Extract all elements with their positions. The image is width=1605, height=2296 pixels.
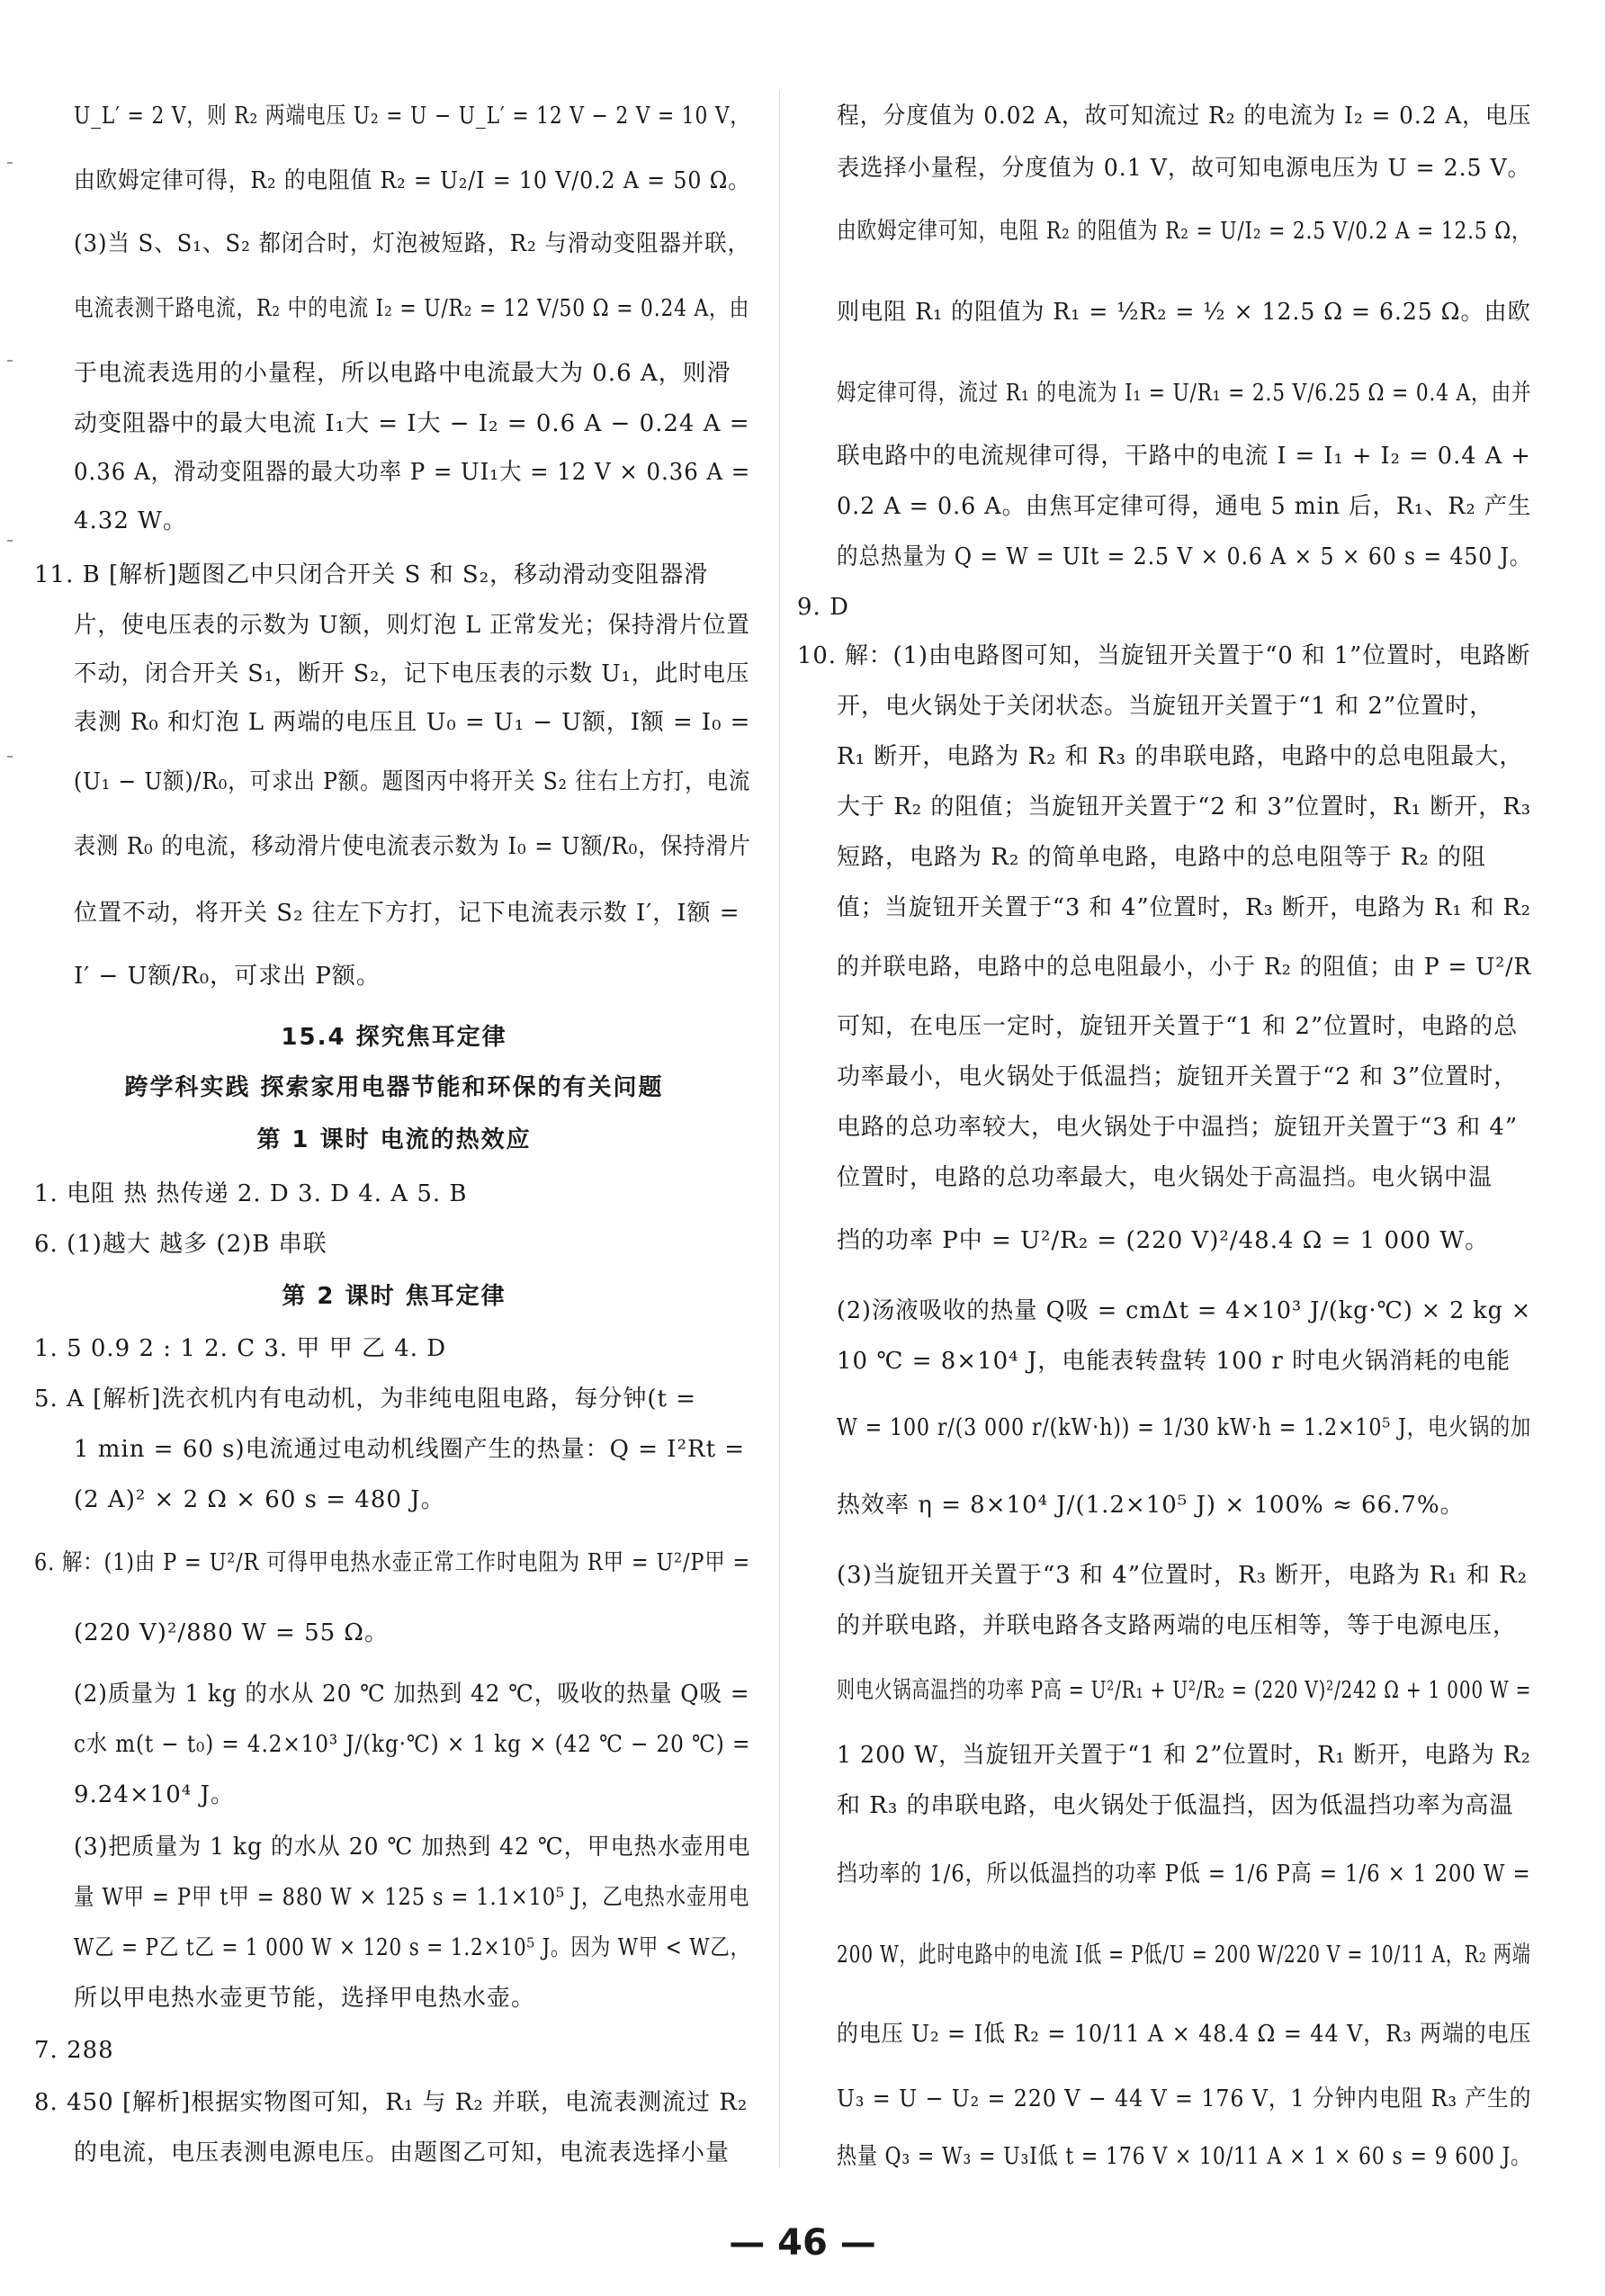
text-line: 的电压 U₂ = I低 R₂ = 10/11 A × 48.4 Ω = 44 V，R₃ 两端的电压: [837, 2021, 1532, 2048]
page-number: — 46 —: [729, 2222, 876, 2264]
text-line: 所以甲电热水壶更节能，选择甲电热水壶。: [74, 1985, 536, 2012]
text-line: 值；当旋钮开关置于“3 和 4”位置时，R₃ 断开，电路为 R₁ 和 R₂: [837, 894, 1532, 921]
text-line: c水 m(t − t₀) = 4.2×10³ J/(kg·℃) × 1 kg × (42 ℃ − 20 ℃) =: [74, 1731, 751, 1758]
text-line: R₁ 断开，电路为 R₂ 和 R₃ 的串联电路，电路中的总电阻最大，: [837, 743, 1524, 770]
text-line: (3)把质量为 1 kg 的水从 20 ℃ 加热到 42 ℃，甲电热水壶用电: [74, 1834, 751, 1861]
text-line: 表选择小量程，分度值为 0.1 V，故可知电源电压为 U = 2.5 V。: [837, 155, 1531, 182]
text-line: (2)质量为 1 kg 的水从 20 ℃ 加热到 42 ℃，吸收的热量 Q吸 =: [74, 1681, 750, 1708]
text-line: 不动，闭合开关 S₁，断开 S₂，记下电压表的示数 U₁，此时电压: [74, 660, 750, 687]
text-line: 位置时，电路的总功率最大，电火锅处于高温挡。电火锅中温: [837, 1164, 1493, 1191]
question-6: 6. 解：(1)由 P = U²/R 可得甲电热水壶正常工作时电阻为 R甲 = U²/P甲 =: [34, 1549, 751, 1576]
text-line: 于电流表选用的小量程，所以电路中电流最大为 0.6 A，则滑: [74, 360, 731, 387]
section-title: 15.4 探究焦耳定律: [281, 1024, 507, 1051]
lesson-title-1: 第 1 课时 电流的热效应: [256, 1126, 532, 1153]
text-line: (2)汤液吸收的热量 Q吸 = cmΔt = 4×10³ J/(kg·℃) × 2 kg ×: [837, 1297, 1532, 1324]
text-line: 的总热量为 Q = W = UIt = 2.5 V × 0.6 A × 5 × 60 s = 450 J。: [837, 543, 1532, 570]
text-line: 程，分度值为 0.02 A，故可知流过 R₂ 的电流为 I₂ = 0.2 A，电压: [837, 103, 1532, 130]
text-line: 由欧姆定律可得，R₂ 的电阻值 R₂ = U₂/I = 10 V/0.2 A = 50 Ω。: [74, 167, 750, 194]
text-line: 大于 R₂ 的阻值；当旋钮开关置于“2 和 3”位置时，R₁ 断开，R₃: [837, 794, 1532, 821]
text-line: W乙 = P乙 t乙 = 1 000 W × 120 s = 1.2×10⁵ J。因为 W甲 < W乙，: [74, 1934, 750, 1961]
text-line: 则电阻 R₁ 的阻值为 R₁ = ½R₂ = ½ × 12.5 Ω = 6.25 Ω。由欧: [837, 299, 1531, 326]
text-line: 10 ℃ = 8×10⁴ J，电能表转盘转 100 r 时电火锅消耗的电能: [837, 1348, 1511, 1375]
text-line: 挡的功率 P中 = U²/R₂ = (220 V)²/48.4 Ω = 1 000 W。: [837, 1227, 1490, 1254]
question-11: 11. B [解析]题图乙中只闭合开关 S 和 S₂，移动滑动变阻器滑: [34, 561, 709, 588]
answers-row: 1. 电阻 热 热传递 2. D 3. D 4. A 5. B: [34, 1180, 468, 1207]
question-8: 8. 450 [解析]根据实物图可知，R₁ 与 R₂ 并联，电流表测流过 R₂: [34, 2089, 749, 2116]
column-divider: [779, 90, 780, 2168]
text-line: 则电火锅高温挡的功率 P高 = U²/R₁ + U²/R₂ = (220 V)²/242 Ω + 1 000 W =: [837, 1677, 1532, 1704]
text-line: 动变阻器中的最大电流 I₁大 = I大 − I₂ = 0.6 A − 0.24 A =: [74, 410, 750, 437]
text-line: 0.36 A，滑动变阻器的最大功率 P = UI₁大 = 12 V × 0.36 A =: [74, 459, 751, 486]
text-line: 表测 R₀ 的电流，移动滑片使电流表示数为 I₀ = U额/R₀，保持滑片: [74, 833, 751, 860]
text-line: 的电流，电压表测电源电压。由题图乙可知，电流表选择小量: [74, 2139, 731, 2166]
text-line: 量 W甲 = P甲 t甲 = 880 W × 125 s = 1.1×10⁵ J，乙电热水壶用电: [74, 1884, 750, 1911]
text-line: 4.32 W。: [74, 507, 187, 534]
question-7: 7. 288: [34, 2037, 114, 2064]
text-line: 由欧姆定律可知，电阻 R₂ 的阻值为 R₂ = U/I₂ = 2.5 V/0.2 A = 12.5 Ω，: [837, 218, 1532, 245]
text-line: (3)当旋钮开关置于“3 和 4”位置时，R₃ 断开，电路为 R₁ 和 R₂: [837, 1562, 1529, 1589]
text-line: 表测 R₀ 和灯泡 L 两端的电压且 U₀ = U₁ − U额，I额 = I₀ =: [74, 709, 751, 736]
text-line: 电流表测干路电流，R₂ 中的电流 I₂ = U/R₂ = 12 V/50 Ω = 0.24 A，由: [74, 295, 750, 322]
text-line: 姆定律可得，流过 R₁ 的电流为 I₁ = U/R₁ = 2.5 V/6.25 Ω = 0.4 A，由并: [837, 380, 1532, 407]
answers-row: 6. (1)越大 越多 (2)B 串联: [34, 1231, 327, 1258]
text-line: 热效率 η = 8×10⁴ J/(1.2×10⁵ J) × 100% ≈ 66.7%。: [837, 1492, 1465, 1519]
text-line: 1 200 W，当旋钮开关置于“1 和 2”位置时，R₁ 断开，电路为 R₂: [837, 1742, 1531, 1769]
text-line: (2 A)² × 2 Ω × 60 s = 480 J。: [74, 1486, 445, 1513]
text-line: 片，使电压表的示数为 U额，则灯泡 L 正常发光；保持滑片位置: [74, 612, 750, 639]
question-9: 9. D: [797, 594, 849, 621]
question-5: 5. A [解析]洗衣机内有电动机，为非纯电阻电路，每分钟(t =: [34, 1386, 697, 1413]
margin-tick: [7, 360, 13, 362]
text-line: 和 R₃ 的串联电路，电火锅处于低温挡，因为低温挡功率为高温: [837, 1792, 1514, 1819]
text-line: 0.2 A = 0.6 A。由焦耳定律可得，通电 5 min 后，R₁、R₂ 产生: [837, 493, 1532, 520]
margin-tick: [7, 540, 13, 542]
text-line: (220 V)²/880 W = 55 Ω。: [74, 1619, 389, 1646]
text-line: 的并联电路，电路中的总电阻最小，小于 R₂ 的阻值；由 P = U²/R: [837, 954, 1532, 981]
text-line: 挡功率的 1/6，所以低温挡的功率 P低 = 1/6 P高 = 1/6 × 1 200 W =: [837, 1861, 1531, 1888]
text-line: 9.24×10⁴ J。: [74, 1781, 235, 1808]
text-line: (U₁ − U额)/R₀，可求出 P额。题图丙中将开关 S₂ 往右上方打，电流: [74, 768, 751, 795]
text-line: 200 W，此时电路中的电流 I低 = P低/U = 200 W/220 V = 10/11 A，R₂ 两端: [837, 1942, 1531, 1969]
text-line: 1 min = 60 s)电流通过电动机线圈产生的热量：Q = I²Rt =: [74, 1436, 746, 1463]
text-line: 功率最小，电火锅处于低温挡；旋钮开关置于“2 和 3”位置时，: [837, 1063, 1519, 1090]
text-line: W = 100 r/(3 000 r/(kW·h)) = 1/30 kW·h = 1.2×10⁵ J，电火锅的加: [837, 1414, 1532, 1441]
text-line: 联电路中的电流规律可得，干路中的电流 I = I₁ + I₂ = 0.4 A +: [837, 443, 1531, 470]
text-line: 可知，在电压一定时，旋钮开关置于“1 和 2”位置时，电路的总: [837, 1013, 1519, 1040]
question-10: 10. 解：(1)由电路图可知，当旋钮开关置于“0 和 1”位置时，电路断: [797, 642, 1531, 669]
text-line: 开，电火锅处于关闭状态。当旋钮开关置于“1 和 2”位置时，: [837, 693, 1494, 720]
answers-row: 1. 5 0.9 2 : 1 2. C 3. 甲 甲 乙 4. D: [34, 1335, 447, 1362]
margin-tick: [7, 756, 13, 758]
text-line: 短路，电路为 R₂ 的简单电路，电路中的总电阻等于 R₂ 的阻: [837, 844, 1487, 871]
text-line: U₃ = U − U₂ = 220 V − 44 V = 176 V，1 分钟内电阻 R₃ 产生的: [837, 2085, 1532, 2112]
lesson-title-2: 第 2 课时 焦耳定律: [282, 1283, 507, 1310]
text-line: 热量 Q₃ = W₃ = U₃I低 t = 176 V × 10/11 A × 1 × 60 s = 9 600 J。: [837, 2143, 1532, 2170]
text-line: U_L′ = 2 V，则 R₂ 两端电压 U₂ = U − U_L′ = 12 V − 2 V = 10 V，: [74, 103, 750, 130]
section-subtitle: 跨学科实践 探索家用电器节能和环保的有关问题: [124, 1074, 664, 1101]
text-line: 电路的总功率较大，电火锅处于中温挡；旋钮开关置于“3 和 4”: [837, 1114, 1519, 1141]
text-line: I′ − U额/R₀，可求出 P额。: [74, 963, 381, 990]
margin-tick: [7, 162, 13, 164]
text-line: (3)当 S、S₁、S₂ 都闭合时，灯泡被短路，R₂ 与滑动变阻器并联，: [74, 230, 750, 257]
text-line: 的并联电路，并联电路各支路两端的电压相等，等于电源电压，: [837, 1612, 1518, 1639]
text-line: 位置不动，将开关 S₂ 往左下方打，记下电流表示数 I′，I额 =: [74, 900, 740, 927]
